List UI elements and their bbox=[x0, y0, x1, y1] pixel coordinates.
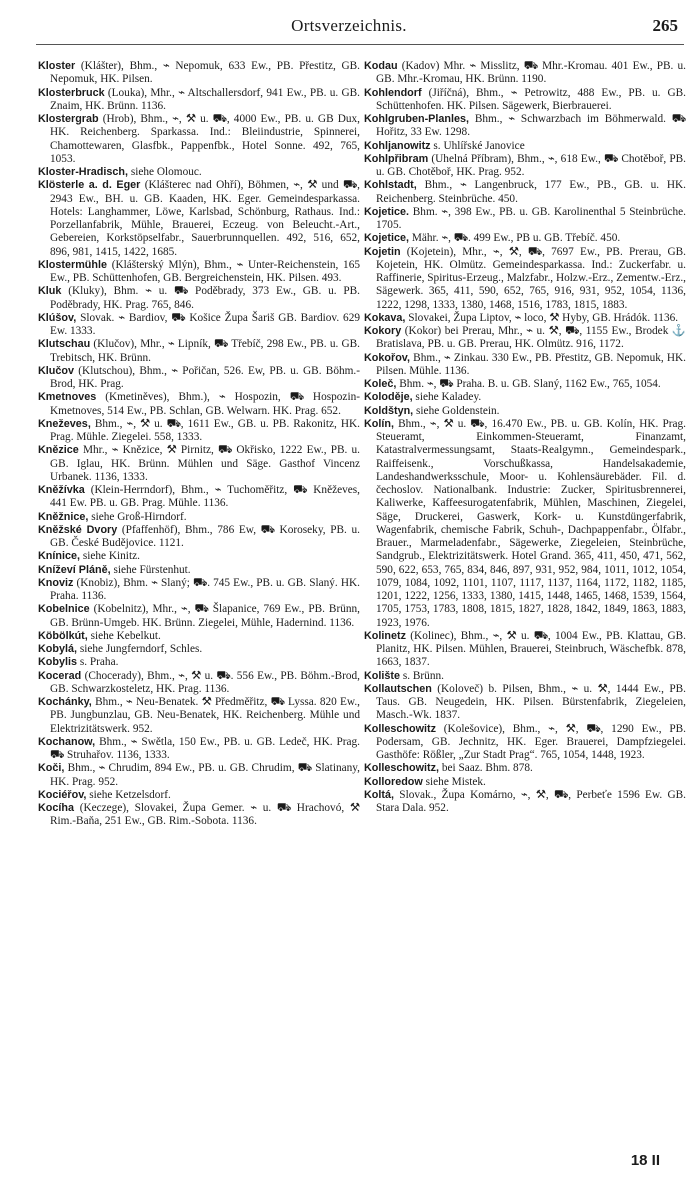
entry-text: s. Brünn. bbox=[402, 669, 444, 682]
entry-text: siehe Ketzelsdorf. bbox=[89, 788, 171, 801]
entry-headword: Kohlpřibram bbox=[364, 152, 429, 165]
index-entry bbox=[38, 577, 360, 604]
entry-headword: Köbölkút, bbox=[38, 629, 88, 642]
page-number: 265 bbox=[652, 16, 678, 35]
entry-headword: Kneževes, bbox=[38, 417, 91, 430]
entry-headword: Knězice bbox=[38, 444, 79, 457]
entry-text: Bhm., ⌁ Zinkau. 330 Ew., PB. Přestitz, GB. Nepomuk, HK. Pilsen. Mühle. 1136. bbox=[376, 351, 687, 377]
entry-headword: Kokory bbox=[364, 325, 402, 337]
entry-text: siehe Kinitz. bbox=[82, 550, 140, 563]
entry-headword: Kolodějе, bbox=[364, 391, 413, 404]
index-entry bbox=[38, 166, 360, 179]
index-entry bbox=[364, 140, 686, 153]
entry-headword: Kohlendorf bbox=[364, 86, 422, 99]
entry-headword: Kohlgruben-Planles, bbox=[364, 113, 469, 125]
entry-headword: Kokořov, bbox=[364, 351, 410, 364]
index-entry bbox=[38, 285, 360, 312]
entry-headword: Koleč, bbox=[364, 378, 397, 390]
entry-headword: Klúšov, bbox=[38, 311, 77, 324]
entry-text: Slovakei, Župa Liptov, ⌁ loco, ⚒ Hyby, GB. Hrádók. 1136. bbox=[408, 311, 679, 324]
page-header bbox=[0, 16, 698, 42]
index-entry bbox=[38, 179, 360, 259]
index-entry bbox=[364, 60, 686, 87]
index-entry bbox=[38, 630, 360, 643]
entry-headword: Kociéřov, bbox=[38, 788, 87, 801]
entry-headword: Kollautschen bbox=[364, 682, 432, 695]
entry-headword: Kodau bbox=[364, 60, 398, 72]
entry-headword: Kmetnoves bbox=[38, 391, 97, 404]
entry-headword: Kochánky, bbox=[38, 696, 92, 708]
entry-text: s. Praha. bbox=[79, 656, 119, 669]
entry-text: Bhm., ⌁ Neu-Benatek. ⚒ Předměřitz, ⛟ Lyssa. 820 Ew., PB. Jungbunzlau, GB. Neu-Benatek, HK. Reichenberg. Mühle und Elektrizitätswerk. 952. bbox=[50, 696, 361, 735]
index-entry bbox=[364, 391, 686, 404]
entry-text: (Kolinec), Bhm., ⌁, ⚒ u. ⛟, 1004 Ew., PB. Klattau, GB. Planitz, HK. Pilsen. Mühlen, Brauerei, Steinbruch, Wäschefbk. 878, 1663, 1837. bbox=[376, 629, 686, 669]
entry-text: (Kmetiněves), Bhm.), ⌁ Hospozin, ⛟ Hospozin-Kmetnoves, 514 Ew., PB. Schlan, GB. Welwarn. HK. Prag. 652. bbox=[50, 391, 360, 417]
index-entry bbox=[38, 670, 360, 697]
index-entry bbox=[364, 378, 686, 391]
entry-text: (Kadov) Mhr. ⌁ Misslitz, ⛟ Mhr.-Kromau. 401 Ew., PB. u. GB. Mhr.-Kromau, HK. Brünn. 1190. bbox=[376, 60, 686, 86]
entry-text: (Kokor) bei Prerau, Mhr., ⌁ u. ⚒, ⛟, 1155 Ew., Brodek ⚓ Bratislava, PB. u. GB. Prerau, HK. Olmütz. 916, 1172. bbox=[376, 325, 686, 351]
entry-text: (Kolоveč) b. Pilsen, Bhm., ⌁ u. ⚒, 1444 Ew., PB. Taus. GB. Neugedein, HK. Pilsen. Bürstenfabrik, Ziegeleien, Masch.-Wk. 1837. bbox=[376, 682, 687, 722]
entry-text: (Klášterský Mlýn), Bhm., ⌁ Unter-Reichenstein, 165 Ew., PB. Schüttenhofen, GB. Bergreichenstein, HK. Pilsen. 493. bbox=[50, 258, 361, 284]
index-entry bbox=[364, 405, 686, 418]
entry-headword: Kolleschowitz, bbox=[364, 762, 439, 775]
entry-headword: Klösterle a. d. Eger bbox=[38, 179, 141, 192]
index-entry bbox=[364, 352, 686, 379]
entry-text: Bhm., ⌁ Schwarzbach im Böhmerwald. ⛟ Hořitz, 33 Ew. 1298. bbox=[376, 113, 686, 139]
index-entry bbox=[364, 762, 686, 775]
entry-headword: Kněžívka bbox=[38, 484, 85, 496]
index-entry bbox=[38, 365, 360, 392]
entry-headword: Klutschau bbox=[38, 338, 91, 351]
entry-headword: Koldštyn, bbox=[364, 404, 414, 417]
index-entry bbox=[38, 802, 360, 829]
entry-text: Bhm., ⌁ Swětla, 150 Ew., PB. u. GB. Ledeč, HK. Prag. ⛟ Struhařov. 1136, 1333. bbox=[50, 735, 361, 761]
index-entry bbox=[38, 338, 360, 365]
entry-headword: Knínice, bbox=[38, 550, 80, 563]
index-entry bbox=[38, 418, 360, 445]
entry-text: (Kluky), Bhm. ⌁ u. ⛟ Poděbrady, 373 Ew., GB. u. PB. Poděbrady, HK. Prag. 765, 846. bbox=[50, 285, 360, 311]
entry-text: (Choceradу), Bhm., ⌁, ⚒ u. ⛟. 556 Ew., PB. Böhm.-Brod, GB. Schwarzkosteletz, HK. Prag. 1136. bbox=[50, 669, 360, 695]
entry-text: siehe Groß-Hirndorf. bbox=[91, 510, 187, 523]
entry-headword: Kluk bbox=[38, 285, 62, 298]
index-entry bbox=[38, 60, 360, 87]
entry-text: (Knobiz), Bhm. ⌁ Slaný; ⛟. 745 Ew., PB. u. GB. Slaný. HK. Praha. 1136. bbox=[50, 576, 361, 602]
entry-text: (Klučov), Mhr., ⌁ Lipník, ⛟ Třebíč, 298 Ew., PB. u. GB. Trebitsch, HK. Brünn. bbox=[50, 338, 361, 364]
signature-mark: 18 II bbox=[630, 1152, 660, 1169]
entry-headword: Kobylis bbox=[38, 656, 77, 669]
entry-headword: Kojetice, bbox=[364, 232, 410, 245]
entry-text: bei Saaz. Bhm. 878. bbox=[441, 762, 533, 775]
entry-text: (Uhelná Příbram), Bhm., ⌁, 618 Ew., ⛟ Chotěboř, PB. u. GB. Chotěboř, HK. Prag. 952. bbox=[376, 152, 687, 178]
index-entry bbox=[38, 603, 360, 630]
entry-text: Bhm., ⌁ Langenbruck, 177 Ew., PB., GB. u. HK. Reichenberg. Steinbrüche. 450. bbox=[376, 179, 686, 205]
index-entry bbox=[38, 87, 360, 114]
entry-headword: Kolinetz bbox=[364, 629, 406, 642]
entry-headword: Klučov bbox=[38, 364, 74, 377]
entry-headword: Klostergrab bbox=[38, 113, 99, 125]
entry-headword: Kněžnice, bbox=[38, 510, 89, 523]
entry-text: Mähr. ⌁, ⛟. 499 Ew., PB u. GB. Třebíč. 450. bbox=[411, 232, 621, 245]
entry-text: siehe Mistek. bbox=[425, 775, 486, 788]
entry-headword: Kohlstadt, bbox=[364, 179, 417, 192]
entry-headword: Kojetice. bbox=[364, 205, 410, 218]
entry-headword: Koltá, bbox=[364, 788, 394, 801]
entry-headword: Kolloredow bbox=[364, 775, 423, 788]
entry-headword: Kloster bbox=[38, 60, 76, 72]
entry-headword: Kněžské Dvory bbox=[38, 523, 118, 536]
index-entry bbox=[364, 179, 686, 206]
entry-headword: Kohljanowitz bbox=[364, 139, 431, 152]
index-entry bbox=[38, 656, 360, 669]
entry-headword: Kobelnice bbox=[38, 603, 90, 616]
entry-headword: Kníževí Pláně, bbox=[38, 563, 111, 576]
entry-text: siehe Kaladey. bbox=[415, 391, 482, 404]
entry-text: s. Uhlířské Janovice bbox=[433, 139, 525, 152]
index-entry bbox=[364, 723, 686, 763]
right-column bbox=[364, 60, 686, 815]
index-entry bbox=[38, 524, 360, 551]
page-title: Ortsverzeichnis. bbox=[291, 16, 407, 35]
entry-text: (Keczege), Slovakei, Župa Gemer. ⌁ u. ⛟ Hrachovó, ⚒ Rim.-Baňa, 251 Ew., GB. Rim.-Sobota. 1136. bbox=[50, 802, 360, 828]
entry-headword: Kloster-Hradisch, bbox=[38, 166, 128, 178]
entry-text: Bhm. ⌁, 398 Ew., PB. u. GB. Karolinenthal 5 Steinbrüche. 1705. bbox=[376, 205, 686, 231]
entry-text: siehe Kebelkut. bbox=[90, 629, 161, 642]
index-entry bbox=[364, 776, 686, 789]
index-entry bbox=[38, 736, 360, 763]
entry-text: (Klein-Herrndorf), Bhm., ⌁ Tuchoměřitz, ⛟ Kněževes, 441 Ew. PB. u. GB. Prag. Mühle. 1136. bbox=[50, 484, 360, 510]
index-entry bbox=[364, 683, 686, 723]
entry-headword: Kobylá, bbox=[38, 643, 77, 655]
index-entry bbox=[38, 696, 360, 736]
entry-text: Slovak., Župa Komárno, ⌁, ⚒, ⛟, Perbeťe 1596 Ew. GB. Stara Dala. 952. bbox=[376, 788, 687, 814]
entry-headword: Kokava, bbox=[364, 311, 406, 324]
entry-headword: Kojetin bbox=[364, 245, 401, 258]
entry-text: (Hrob), Bhm., ⌁, ⚒ u. ⛟, 4000 Ew., PB. u. GB Dux, HK. Reichenberg. Sparkassa. Ind.: Bleiindustrie, Spinnerei, Chamottewaren, Glasfbk., Pappenfbk., Hotel Sonne. 492, 765, 1053. bbox=[50, 113, 360, 165]
index-entry bbox=[38, 564, 360, 577]
entry-headword: Kocíha bbox=[38, 802, 74, 814]
index-entry bbox=[364, 670, 686, 683]
index-entry bbox=[38, 113, 360, 166]
entry-text: Slovak. ⌁ Bardiov, ⛟ Košice Župa Šariš GB. Bardiov. 629 Ew. 1333. bbox=[50, 311, 361, 337]
entry-headword: Kolín, bbox=[364, 417, 394, 430]
entry-text: siehe Goldenstein. bbox=[416, 404, 500, 417]
entry-headword: Kolleschowitz bbox=[364, 722, 436, 735]
entry-headword: Knoviz bbox=[38, 576, 74, 589]
index-entry bbox=[364, 232, 686, 245]
entry-headword: Kocerad bbox=[38, 669, 82, 682]
entry-text: (Klutschou), Bhm., ⌁ Pořičan, 526. Ew, PB. u. GB. Böhm.-Brod, HK. Prag. bbox=[50, 364, 361, 390]
entry-headword: Klostermühle bbox=[38, 258, 107, 271]
entry-text: Mhr., ⌁ Knězice, ⚒ Pirnitz, ⛟ Okřisko, 1222 Ew., PB. u. GB. Iglau, HK. Brünn. Mühlen und Säge. Gasthof Vincenz Urbanek. 1136, 1333. bbox=[50, 444, 360, 483]
index-entry bbox=[364, 153, 686, 180]
index-entry bbox=[364, 325, 686, 352]
entry-text: (Klášter), Bhm., ⌁ Nepomuk, 633 Ew., PB. Přestitz, GB. Nepomuk, HK. Pilsen. bbox=[50, 60, 360, 86]
entry-text: Bhm. ⌁, ⛟ Praha. B. u. GB. Slaný, 1162 Ew., 765, 1054. bbox=[399, 378, 661, 390]
index-entry bbox=[38, 259, 360, 286]
entry-headword: Klosterbruck bbox=[38, 86, 105, 99]
index-entry bbox=[38, 550, 360, 563]
index-entry bbox=[38, 444, 360, 484]
entry-text: (Jiříčná), Bhm., ⌁ Petrowitz, 488 Ew., PB. u. GB. Schüttenhofen. HK. Pilsen. Sägewerk, Bierbrauerei. bbox=[376, 86, 686, 112]
entry-text: (Louka), Mhr., ⌁ Altschallersdorf, 941 Ew., PB. u. GB. Znaim, HK. Brünn. 1136. bbox=[50, 86, 360, 112]
index-entry bbox=[364, 418, 686, 630]
entry-text: (Kojetein), Mhr., ⌁, ⚒, ⛟, 7697 Ew., PB. Prerau, GB. Kojetein, HK. Olmütz. Gemeindesparkassa. Ind.: Zuckerfabr. u. Raffinerie, Spiritus-Erzeug., Malzfabr., Holzw.-Erz., Zementw.-Erz., Sägewerk. 365, 411, 590, 652, 765, 916, 931, 952, 1054, 1136, 1222, 1298, 1333, 1380, 1468, 1516, 1783, 1815, 1883. bbox=[376, 245, 686, 311]
index-entry bbox=[364, 789, 686, 816]
entry-text: siehe Fürstenhut. bbox=[113, 563, 191, 576]
index-entry bbox=[364, 87, 686, 114]
entry-text: (Klášterec nad Ohří), Böhmen, ⌁, ⚒ und ⛟, 2943 Ew., BH. u. GB. Kaaden, HK. Eger. Gemeindesparkassa. Hotels: Langhammer, Löwe, Karlsbad, Schönburg, Rathaus. Ind.: Porzellanfabrik, Mühle, Brauerei, Eczeug. von Beleucht.-Art., Gebereien, Korkstöpselfabr., Sauerbrunnquellen. 492, 516, 652, 896, 981, 1415, 1422, 1685. bbox=[50, 179, 360, 258]
entry-headword: Koči, bbox=[38, 762, 65, 775]
entry-text: Bhm., ⌁ Chrudim, 894 Ew., PB. u. GB. Chrudim, ⛟ Slatinany, HK. Prag. 952. bbox=[50, 762, 361, 788]
index-entry bbox=[364, 206, 686, 233]
index-entry bbox=[38, 762, 360, 789]
entry-text: Bhm., ⌁, ⚒ u. ⛟, 1611 Ew., GB. u. PB. Rakonitz, HK. Prag. Mühle. Ziegelei. 558, 1333. bbox=[50, 417, 360, 443]
index-entry bbox=[38, 391, 360, 418]
index-entry bbox=[38, 511, 360, 524]
entry-text: siehe Olomouc. bbox=[130, 166, 202, 178]
entry-headword: Kolište bbox=[364, 669, 400, 682]
header-rule bbox=[36, 44, 684, 45]
entry-text: (Pfaffenhöf), Bhm., 786 Ew, ⛟ Koroseky, PB. u. GB. České Budějovice. 1121. bbox=[50, 523, 360, 549]
left-column bbox=[38, 60, 360, 829]
index-entry bbox=[38, 643, 360, 656]
entry-headword: Kochanow, bbox=[38, 735, 96, 748]
index-entry bbox=[364, 246, 686, 312]
index-entry bbox=[38, 484, 360, 511]
entry-text: Bhm., ⌁, ⚒ u. ⛟, 16.470 Ew., PB. u. GB. Kolín, HK. Prag. Steueramt, Einkommen-Steueramt, Finanzamt, Katastralvermessungsamt, Staats-Realgymn., Gemeindespark., Raiffeisenk., Vorschußkassa, Handelsakademie, Landeshandwerksschule, Moor- u. Kohlensäurebäder. Fil. d. čechoslov. Nationalbank. Industrie: Zucker, Spiritusbrennerei, Kaliwerke, Kaffeesurogatenfabrik, Mühlen, Maschinen, Ziegelei, Säge, Druckerei, Gaswerk, Kork- u. Kunstdüngerfabrik, Wagenfabrik, chemische Fabrik, Schuh-, Dachpappenfabr., Ölfabr., Brauer., Marmeladenfabr., Sägewerke, Ziegeleien, Steinbrüche, Sandgrub., Elektrizitätswerk. Hotel Grand. 365, 411, 450, 471, 562, 590, 622, 653, 765, 834, 846, 897, 931, 952, 984, 1011, 1012, 1054, 1079, 1084, 1092, 1101, 1107, 1117, 1137, 1164, 1172, 1182, 1185, 1201, 1222, 1256, 1333, 1380, 1415, 1448, 1465, 1468, 1539, 1564, 1705, 1753, 1783, 1808, 1815, 1827, 1828, 1842, 1849, 1863, 1883, 1923, 1976. bbox=[376, 417, 686, 629]
index-entry bbox=[38, 789, 360, 802]
entry-text: (Kolešovice), Bhm., ⌁, ⚒, ⛟, 1290 Ew., PB. Podersam, GB. Jechnitz, HK. Eger. Brauerei, Dampfziegelei. Gasthöfe: Rößler, „Zur Stadt Prag“. 765, 1054, 1448, 1923. bbox=[376, 722, 686, 761]
index-entry bbox=[364, 312, 686, 325]
index-entry bbox=[364, 113, 686, 140]
entry-text: siehe Jungferndorf, Schles. bbox=[79, 643, 203, 655]
index-entry bbox=[38, 312, 360, 339]
index-entry bbox=[364, 630, 686, 670]
entry-text: (Kobelnitz), Mhr., ⌁, ⛟ Šlapanice, 769 Ew., PB. Brünn, GB. Brünn-Umgeb. HK. Brünn. Ziegelei, Mühle, Hadernind. 1136. bbox=[50, 603, 361, 629]
